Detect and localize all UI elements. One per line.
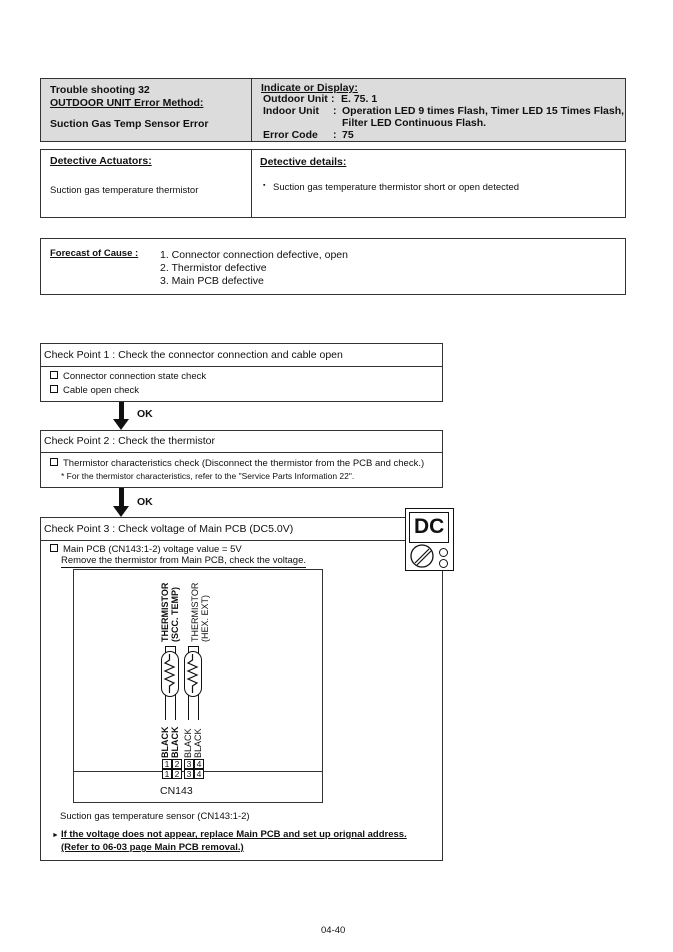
down-arrow-icon: [119, 402, 124, 420]
forecast-box: [40, 238, 626, 295]
multimeter-icon: [405, 508, 454, 571]
header-divider: [251, 79, 252, 141]
forecast-cause: 2. Thermistor defective: [160, 262, 267, 274]
indoor-value-line2: Filter LED Continuous Flash.: [342, 117, 487, 129]
connector-pin: 2: [172, 769, 182, 779]
connector-pin: 4: [194, 769, 204, 779]
checkpoint-1-item: [50, 371, 206, 382]
thermistor-2-resistor-icon: [184, 651, 202, 697]
checkpoint-1-item-text: Cable open check: [63, 385, 140, 396]
forecast-cause: 1. Connector connection defective, open: [160, 249, 348, 261]
checkbox-icon: [50, 371, 58, 379]
checkpoint-1-title: Check Point 1 : Check the connector connection and cable open: [44, 349, 343, 361]
checkpoint-3-item-text: Main PCB (CN143:1-2) voltage value = 5V: [63, 544, 242, 555]
detective-actuators-text: Suction gas temperature thermistor: [50, 185, 199, 196]
sensor-caption: Suction gas temperature sensor (CN143:1-2): [60, 811, 250, 822]
page-number: 04-40: [321, 925, 346, 936]
final-note-line1: [52, 829, 407, 840]
checkpoint-3-title: Check Point 3 : Check voltage of Main PCB (DC5.0V): [44, 523, 294, 535]
zigzag-icon: [185, 652, 200, 695]
error-code-colon: :: [333, 129, 337, 141]
checkpoint-3-divider: [41, 540, 406, 541]
down-arrow-icon: [119, 488, 124, 507]
outdoor-colon: :: [331, 93, 335, 105]
error-code-value: 75: [342, 129, 354, 141]
zigzag-icon: [162, 652, 177, 695]
thermistor-1-label: THERMISTOR: [160, 582, 170, 642]
header-error-name: Suction Gas Temp Sensor Error: [50, 118, 209, 130]
probe-jack-icon: [439, 548, 448, 557]
detective-actuators-label: Detective Actuators:: [50, 155, 152, 167]
checkpoint-2-divider: [41, 452, 442, 453]
wire-join: [165, 646, 175, 647]
wire-label: BLACK: [193, 728, 203, 758]
forecast-cause: 3. Main PCB defective: [160, 275, 264, 287]
thermistor-2-sub: (HEX. EXT): [200, 594, 210, 642]
probe-jack-icon: [439, 559, 448, 568]
checkpoint-2: [40, 430, 443, 488]
wire-label: BLACK: [160, 726, 170, 758]
wiring-diagram: [73, 569, 323, 803]
meter-display: [409, 512, 449, 543]
indoor-colon: :: [333, 105, 337, 117]
thermistor-2-label: THERMISTOR: [190, 582, 200, 642]
header-subtitle: OUTDOOR UNIT Error Method:: [50, 97, 204, 109]
outdoor-label: Outdoor Unit: [263, 93, 328, 105]
checkbox-icon: [50, 458, 58, 466]
detective-table: [40, 149, 626, 218]
final-note-text: If the voltage does not appear, replace Main PCB and set up orignal address.: [60, 829, 407, 840]
wire-join: [188, 646, 198, 647]
checkpoint-3-item: [50, 544, 242, 555]
detective-details-label: Detective details:: [260, 156, 347, 168]
forecast-label: Forecast of Cause :: [50, 248, 139, 259]
checkbox-icon: [50, 544, 58, 552]
thermistor-1-sub: (SCC. TEMP): [170, 587, 180, 642]
checkpoint-1-item: [50, 385, 139, 396]
detective-details-text: Suction gas temperature thermistor short or open detected: [273, 182, 520, 193]
arrow-head-icon: [113, 419, 129, 430]
header-table: [40, 78, 626, 142]
ok-label: OK: [137, 408, 153, 420]
meter-dc-label: DC: [414, 515, 445, 538]
connector-pin: 1: [162, 759, 172, 769]
indoor-value-line1: Operation LED 9 times Flash, Timer LED 15 Times Flash,: [342, 105, 625, 117]
checkpoint-2-item-text: Thermistor characteristics check (Disconnect the thermistor from the PCB and check.): [63, 458, 425, 469]
error-code-label: Error Code: [263, 129, 318, 141]
checkpoint-1: [40, 343, 443, 402]
checkpoint-2-item: [50, 458, 424, 469]
indicate-label: Indicate or Display:: [261, 82, 358, 94]
checkpoint-2-note: * For the thermistor characteristics, refer to the "Service Parts Information 22".: [61, 471, 355, 481]
wire-label: BLACK: [183, 728, 193, 758]
connector-pin: 1: [162, 769, 172, 779]
detective-divider: [251, 150, 252, 217]
thermistor-1-resistor-icon: [161, 651, 179, 697]
final-note-line2: (Refer to 06-03 page Main PCB removal.): [61, 842, 244, 853]
connector-pin: 2: [172, 759, 182, 769]
ok-label: OK: [137, 496, 153, 508]
right-triangle-icon: ►: [52, 832, 59, 839]
dial-icon: [409, 543, 435, 569]
connector-pin: 3: [184, 759, 194, 769]
checkpoint-1-divider: [41, 366, 442, 367]
connector-pin: 4: [194, 759, 204, 769]
outdoor-value: E. 75. 1: [341, 93, 378, 105]
wire-label: BLACK: [170, 726, 180, 758]
checkpoint-3-note: Remove the thermistor from Main PCB, check the voltage.: [61, 555, 306, 566]
checkpoint-2-title: Check Point 2 : Check the thermistor: [44, 435, 215, 447]
checkpoint-3: [40, 517, 443, 861]
bullet-icon: ▪: [263, 182, 266, 189]
connector-pin: 3: [184, 769, 194, 779]
header-title: Trouble shooting 32: [50, 84, 150, 96]
checkpoint-1-item-text: Connector connection state check: [63, 371, 207, 382]
indoor-label: Indoor Unit: [263, 105, 319, 117]
checkbox-icon: [50, 385, 58, 393]
connector-label: CN143: [160, 785, 193, 797]
arrow-head-icon: [113, 506, 129, 517]
